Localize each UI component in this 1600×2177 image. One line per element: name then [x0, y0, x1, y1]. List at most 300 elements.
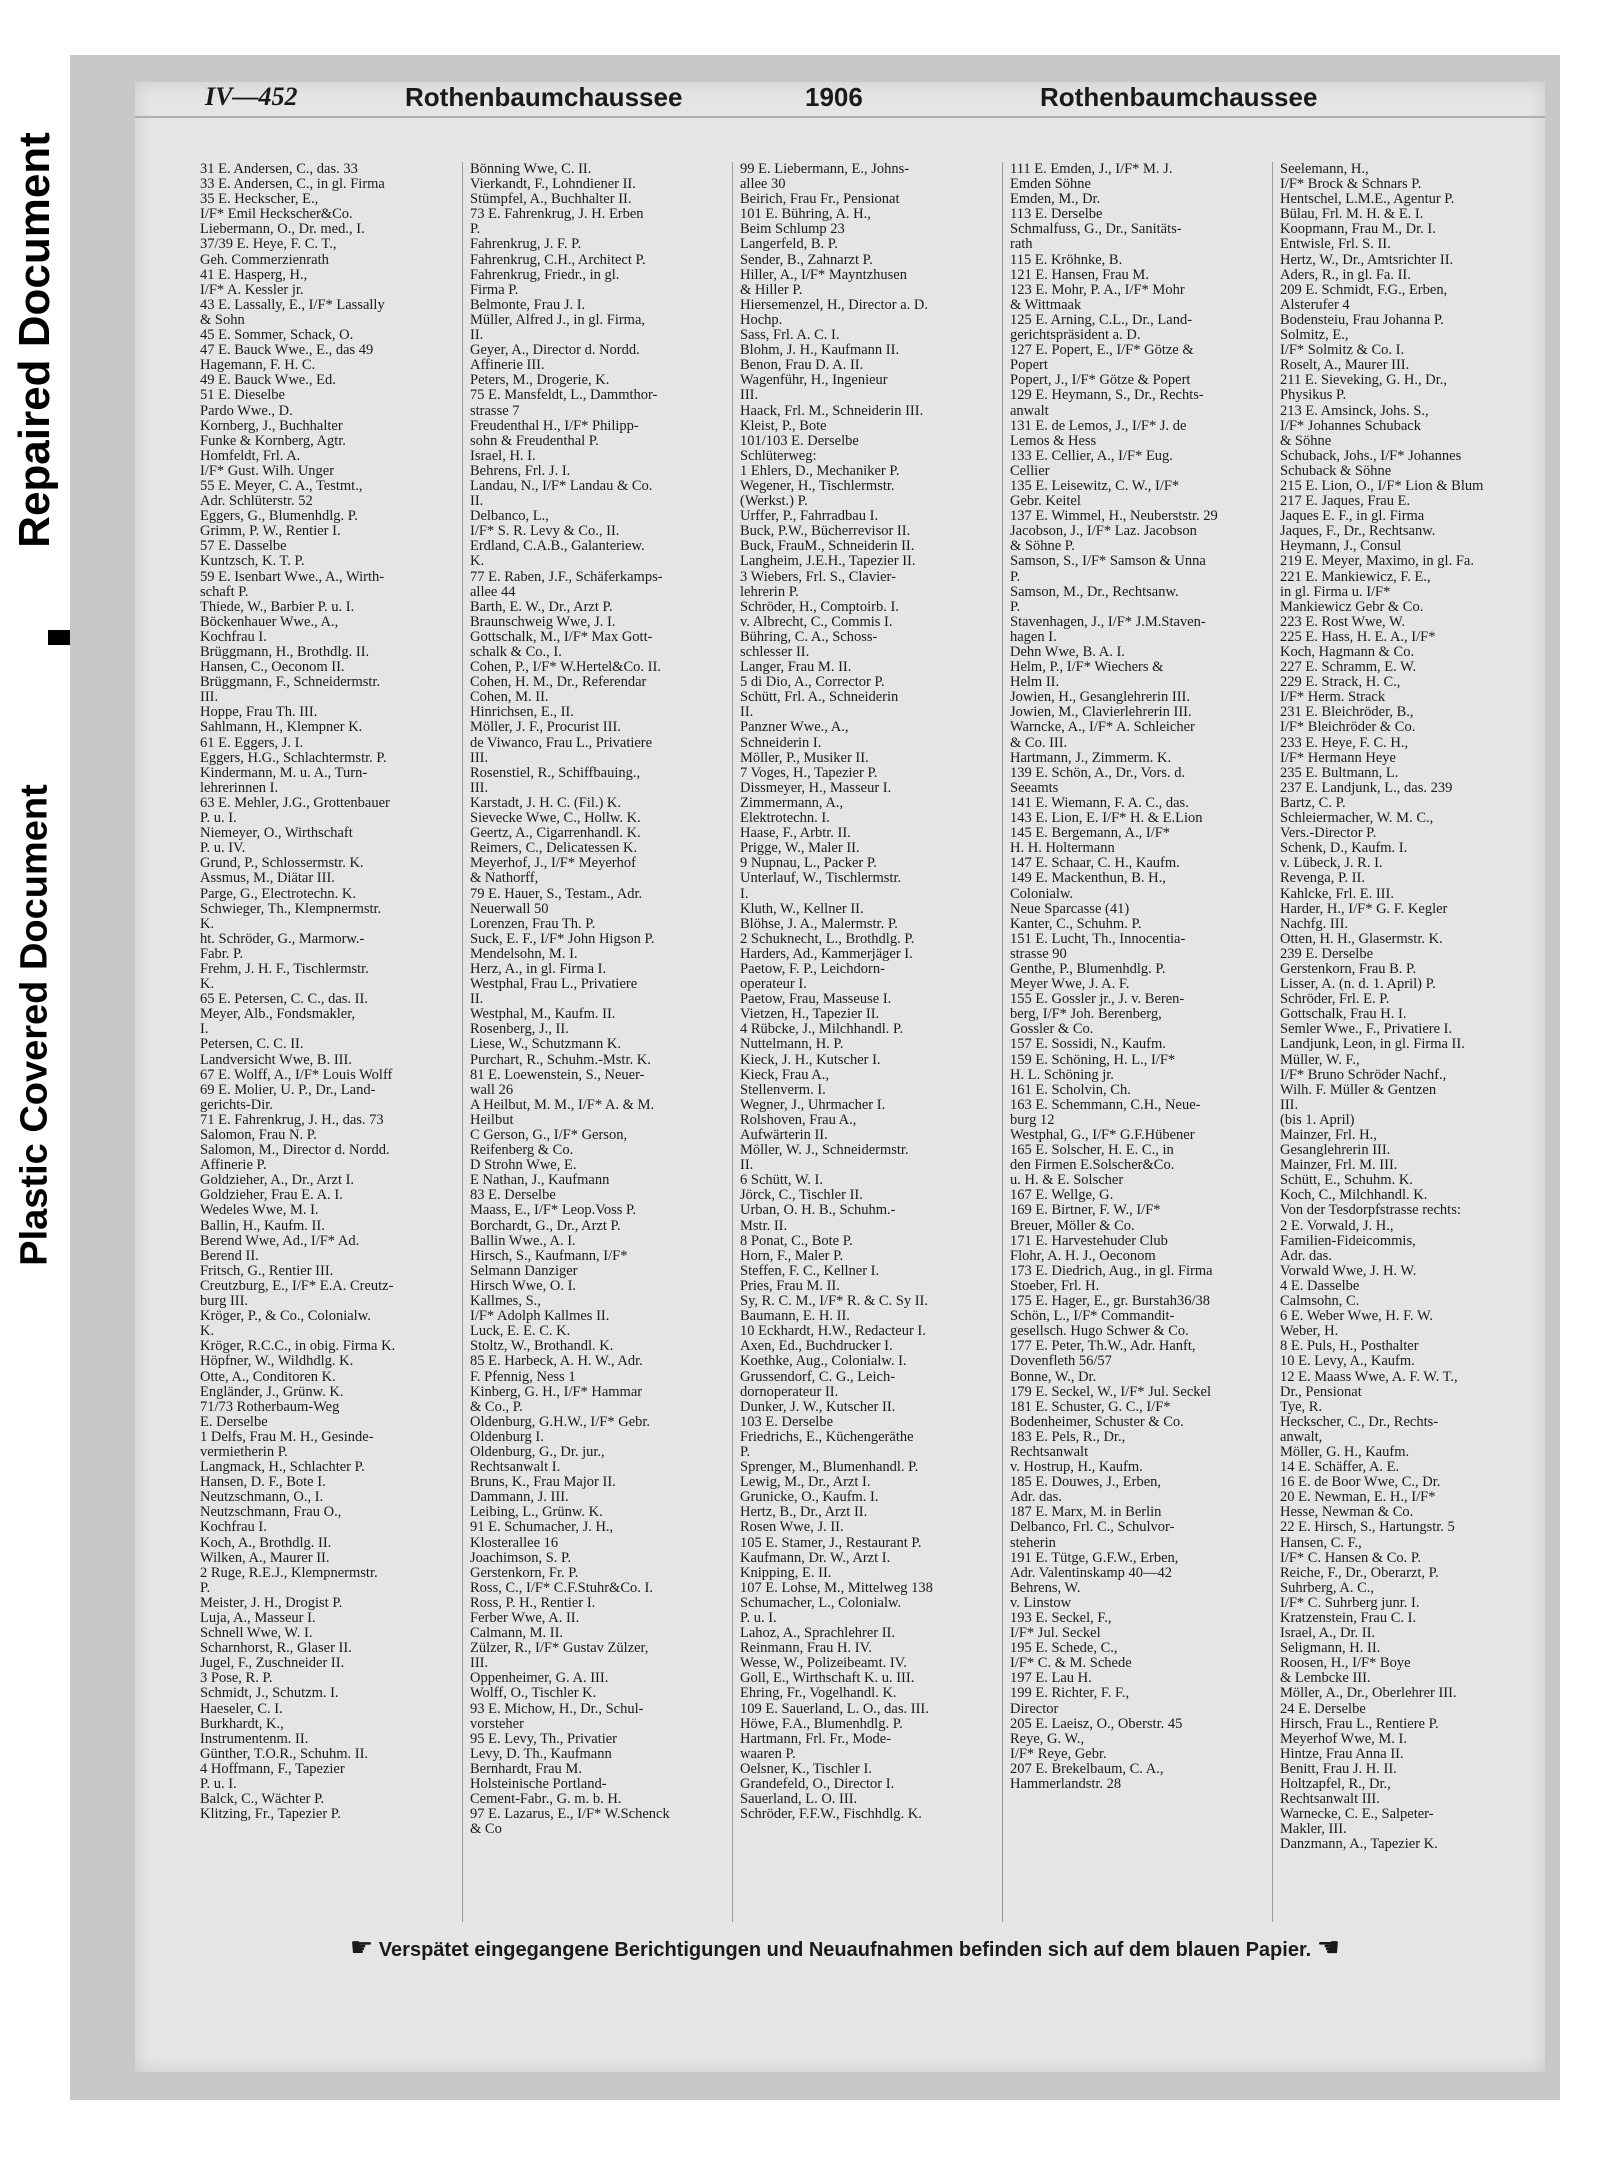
directory-entry: Wilh. F. Müller & Gentzen [1280, 1082, 1437, 1098]
directory-entry: 167 E. Wellge, G. [1010, 1188, 1114, 1204]
directory-entry: I/F* C. Hansen & Co. P. [1280, 1550, 1421, 1566]
directory-entry: K. [200, 916, 215, 932]
directory-columns [200, 162, 1545, 1922]
directory-entry: Schröder, H., Comptoirb. I. [740, 599, 899, 615]
directory-entry: Behrens, W. [1010, 1580, 1081, 1596]
directory-entry: Dovenfleth 56/57 [1010, 1354, 1112, 1370]
directory-entry: 217 E. Jaques, Frau E. [1280, 494, 1411, 510]
directory-entry: Rechtsanwalt [1010, 1444, 1089, 1460]
directory-entry: A Heilbut, M. M., I/F* A. & M. [470, 1097, 655, 1113]
directory-entry: 81 E. Loewenstein, S., Neuer- [470, 1067, 645, 1083]
directory-entry: 227 E. Schramm, E. W. [1280, 660, 1417, 676]
directory-entry: Kleist, P., Bote [740, 418, 827, 434]
directory-entry: 149 E. Mackenthun, B. H., [1010, 871, 1166, 887]
directory-entry: 4 E. Dasselbe [1280, 1278, 1360, 1294]
directory-entry: Von der Tesdorpfstrasse rechts: [1280, 1203, 1461, 1219]
directory-entry: Salomon, Frau N. P. [200, 1128, 317, 1143]
directory-entry: Heckscher, C., Dr., Rechts- [1280, 1414, 1439, 1430]
directory-entry: Lewig, M., Dr., Arzt I. [740, 1475, 871, 1491]
directory-entry: Hochp. [740, 312, 783, 328]
directory-entry: 2 Schuknecht, L., Brothdlg. P. [740, 931, 915, 947]
directory-entry: 155 E. Gossler jr., J. v. Beren- [1010, 992, 1185, 1008]
directory-entry: Langerfeld, B. P. [740, 237, 838, 253]
directory-entry: Beirich, Frau Fr., Pensionat [740, 192, 900, 208]
directory-entry: Goldzieher, A., Dr., Arzt I. [200, 1173, 355, 1189]
directory-entry: Gebr. Keitel [1010, 494, 1081, 510]
directory-entry: Westphal, G., I/F* G.F.Hübener [1010, 1128, 1195, 1143]
directory-entry: Jowien, H., Gesanglehrerin III. [1010, 690, 1190, 706]
directory-entry: P. u. I. [200, 1777, 237, 1793]
directory-entry: Braunschweig Wwe, J. I. [470, 614, 616, 630]
directory-entry: Fahrenkrug, Friedr., in gl. [470, 267, 620, 283]
directory-entry: Mstr. II. [740, 1218, 788, 1234]
directory-entry: Heilbut [470, 1112, 514, 1128]
directory-entry: 9 Nupnau, L., Packer P. [740, 856, 877, 872]
directory-entry: Oldenburg, G., Dr. jur., [470, 1444, 605, 1460]
directory-entry: Sprenger, M., Blumenhandl. P. [740, 1460, 919, 1476]
directory-entry: Dissmeyer, H., Masseur I. [740, 780, 892, 796]
directory-entry: I/F* Johannes Schuback [1280, 418, 1421, 434]
directory-entry: 33 E. Andersen, C., in gl. Firma [200, 177, 385, 193]
directory-entry: lehrerinnen I. [200, 780, 279, 796]
directory-entry: Schuback, Johs., I/F* Johannes [1280, 448, 1462, 464]
column-3 [740, 162, 995, 1922]
directory-entry: Koch, Hagmann & Co. [1280, 645, 1415, 660]
directory-entry: Dammann, J. III. [470, 1490, 569, 1506]
directory-entry: Neutzschmann, Frau O., [200, 1505, 342, 1521]
directory-entry: 47 E. Bauck Wwe., E., das 49 [200, 343, 374, 359]
directory-entry: gerichtspräsident a. D. [1010, 328, 1141, 344]
directory-entry: 145 E. Bergemann, A., I/F* [1010, 826, 1171, 842]
directory-entry: Adr. das. [1010, 1490, 1062, 1506]
directory-entry: Jaques E. F., in gl. Firma [1280, 509, 1425, 525]
directory-entry: Holsteinische Portland- [470, 1777, 607, 1793]
directory-entry: Bodenheimer, Schuster & Co. [1010, 1414, 1184, 1430]
directory-entry: Assmus, M., Diätar III. [200, 871, 335, 887]
directory-entry: I/F* Adolph Kallmes II. [470, 1309, 610, 1325]
directory-entry: Flohr, A. H. J., Oeconom [1010, 1248, 1156, 1264]
directory-entry: Kanter, C., Schuhm. P. [1010, 916, 1142, 932]
directory-entry: K. [200, 1324, 215, 1340]
directory-entry: Ross, P. H., Rentier I. [470, 1595, 596, 1611]
directory-entry: Herz, A., in gl. Firma I. [470, 961, 607, 977]
directory-entry: Jowien, M., Clavierlehrerin III. [1010, 705, 1192, 721]
directory-entry: Geh. Commerzienrath [200, 252, 329, 268]
directory-entry: 141 E. Wiemann, F. A. C., das. [1010, 795, 1189, 811]
directory-entry: 225 E. Hass, H. E. A., I/F* [1280, 629, 1436, 645]
directory-entry: Erdland, C.A.B., Galanteriew. [470, 539, 645, 555]
directory-entry: v. Lübeck, J. R. I. [1280, 856, 1383, 872]
directory-entry: Oldenburg I. [470, 1429, 544, 1445]
directory-entry: 63 E. Mehler, J.G., Grottenbauer [200, 795, 390, 811]
directory-entry: Hertz, W., Dr., Amtsrichter II. [1280, 252, 1454, 268]
directory-entry: Roselt, A., Maurer III. [1280, 358, 1410, 374]
directory-entry: 67 E. Wolff, A., I/F* Louis Wolff [200, 1067, 393, 1083]
directory-entry: III. [200, 690, 219, 706]
directory-entry: Otte, A., Conditoren K. [200, 1369, 336, 1385]
repaired-document-label: Repaired Document [10, 132, 59, 548]
directory-entry: Hiller, A., I/F* Mayntzhusen [740, 267, 907, 283]
directory-entry: Director [1010, 1701, 1059, 1717]
directory-entry: Selmann Danziger [470, 1263, 578, 1279]
directory-entry: Bernhardt, Frau M. [470, 1761, 582, 1777]
directory-entry: 127 E. Popert, E., I/F* Götze & [1010, 343, 1194, 359]
directory-entry: Urban, O. H. B., Schuhm.- [740, 1203, 896, 1219]
directory-entry: Liese, W., Schutzmann K. [470, 1037, 622, 1053]
directory-entry: Familien-Fideicommis, [1280, 1233, 1416, 1249]
directory-entry: II. [740, 1158, 754, 1174]
directory-entry: Kochfrau I. [200, 629, 267, 645]
directory-entry: Hammerlandstr. 28 [1010, 1777, 1122, 1793]
directory-entry: Brüggmann, H., Brothdlg. II. [200, 645, 370, 660]
directory-entry: Purchart, R., Schuhm.-Mstr. K. [470, 1052, 651, 1068]
directory-entry: Mainzer, Frl. H., [1280, 1128, 1377, 1143]
directory-entry: Borchardt, G., Dr., Arzt P. [470, 1218, 621, 1234]
directory-entry: in gl. Firma u. I/F* [1280, 584, 1391, 600]
plastic-covered-tab [0, 645, 70, 1405]
directory-entry: Grimm, P. W., Rentier I. [200, 524, 341, 540]
directory-entry: 4 Rübcke, J., Milchhandl. P. [740, 1022, 904, 1038]
directory-entry: Oppenheimer, G. A. III. [470, 1671, 609, 1687]
directory-entry: 173 E. Diedrich, Aug., in gl. Firma [1010, 1263, 1213, 1279]
directory-entry: & Co [470, 1822, 502, 1838]
directory-entry: Mankiewicz Gebr & Co. [1280, 599, 1424, 615]
footer-text: Verspätet eingegangene Berichtigungen und Neuaufnahmen befinden sich auf dem blauen Papier. [378, 1939, 1312, 1961]
directory-entry: I. [200, 1022, 209, 1038]
directory-entry: Gerstenkorn, Fr. P. [470, 1565, 579, 1581]
directory-entry: Gottschalk, Frau H. I. [1280, 1007, 1407, 1023]
directory-entry: D Strohn Wwe, E. [470, 1158, 577, 1174]
directory-entry: Benon, Frau D. A. II. [740, 358, 864, 374]
directory-entry: Sievecke Wwe, C., Hollw. K. [470, 811, 641, 827]
directory-entry: Kochfrau I. [200, 1520, 267, 1536]
directory-entry: Kratzenstein, Frau C. I. [1280, 1611, 1417, 1626]
directory-entry: u. H. & E. Solscher [1010, 1173, 1124, 1189]
directory-entry: 229 E. Strack, H. C., [1280, 675, 1401, 691]
directory-entry: Grund, P., Schlossermstr. K. [200, 856, 364, 872]
directory-entry: Gossler & Co. [1010, 1022, 1094, 1038]
directory-entry: Ballin, H., Kaufm. II. [200, 1218, 325, 1234]
directory-entry: Wegener, H., Tischlermstr. [740, 478, 895, 494]
directory-entry: Geyer, A., Director d. Nordd. [470, 343, 640, 359]
directory-entry: Harders, Ad., Kammerjäger I. [740, 946, 913, 962]
directory-entry: Wegner, J., Uhrmacher I. [740, 1097, 886, 1113]
directory-entry: III. [1280, 1097, 1299, 1113]
directory-entry: Adr. Valentinskamp 40—42 [1010, 1565, 1173, 1581]
directory-entry: Kröger, P., & Co., Colonialw. [200, 1309, 371, 1325]
directory-entry: 165 E. Solscher, H. E. C., in [1010, 1143, 1174, 1159]
directory-entry: 215 E. Lion, O., I/F* Lion & Blum [1280, 478, 1484, 494]
directory-entry: Rosenberg, J., II. [470, 1022, 569, 1038]
directory-entry: Kinberg, G. H., I/F* Hammar [470, 1384, 643, 1400]
directory-entry: 133 E. Cellier, A., I/F* Eug. [1010, 448, 1173, 464]
directory-entry: vorsteher [470, 1716, 524, 1732]
pointing-hand-right-icon: ☚ [1316, 1932, 1341, 1962]
directory-entry: Stoeber, Frl. H. [1010, 1278, 1100, 1294]
directory-entry: 135 E. Leisewitz, C. W., I/F* [1010, 478, 1180, 494]
directory-entry: Liebermann, O., Dr. med., I. [200, 222, 365, 238]
directory-entry: Hartmann, Frl. Fr., Mode- [740, 1731, 892, 1747]
directory-entry: Buck, FrauM., Schneiderin II. [740, 539, 915, 555]
directory-entry: 10 Eckhardt, H.W., Redacteur I. [740, 1324, 926, 1340]
directory-entry: 237 E. Landjunk, L., das. 239 [1280, 780, 1453, 796]
directory-entry: P. [470, 222, 481, 238]
directory-entry: 4 Hoffmann, F., Tapezier [200, 1761, 345, 1777]
directory-entry: Zimmermann, A., [740, 795, 844, 811]
directory-entry: Paetow, F. P., Leichdorn- [740, 961, 885, 977]
directory-entry: Hansen, D. F., Bote I. [200, 1475, 326, 1491]
directory-entry: Höpfner, W., Wildhdlg. K. [200, 1354, 354, 1370]
directory-entry: 37/39 E. Heye, F. C. T., [200, 237, 337, 253]
directory-entry: 213 E. Amsinck, Johs. S., [1280, 403, 1429, 419]
directory-entry: 107 E. Lohse, M., Mittelweg 138 [740, 1580, 933, 1596]
directory-entry: Niemeyer, O., Wirthschaft [200, 826, 353, 842]
directory-entry: Haase, F., Arbtr. II. [740, 826, 851, 842]
directory-entry: Luck, E. E. C. K. [470, 1324, 571, 1340]
directory-entry: Neuerwall 50 [470, 901, 549, 917]
directory-entry: Ross, C., I/F* C.F.Stuhr&Co. I. [470, 1580, 653, 1596]
directory-entry: Prigge, W., Maler II. [740, 841, 860, 857]
directory-entry: 35 E. Heckscher, E., [200, 192, 319, 208]
directory-entry: Vietzen, H., Tapezier II. [740, 1007, 880, 1023]
directory-entry: Kahlcke, Frl. E. III. [1280, 886, 1394, 902]
directory-entry: I/F* Herm. Strack [1280, 690, 1386, 706]
directory-entry: Rosenstiel, R., Schiffbauing., [470, 765, 641, 781]
directory-entry: I. [740, 886, 749, 902]
directory-entry: Geertz, A., Cigarrenhandl. K. [470, 826, 641, 842]
directory-entry: 77 E. Raben, J.F., Schäferkamps- [470, 569, 663, 585]
directory-entry: III. [470, 780, 489, 796]
directory-entry: I/F* C. Suhrberg junr. I. [1280, 1595, 1420, 1611]
directory-entry: 199 E. Richter, F. F., [1010, 1686, 1130, 1702]
directory-entry: Günther, T.O.R., Schuhm. II. [200, 1746, 369, 1762]
directory-entry: Cohen, M. II. [470, 690, 549, 706]
directory-entry: steherin [1010, 1535, 1056, 1551]
footer-note [195, 1932, 1495, 1963]
directory-entry: Schuback & Söhne [1280, 463, 1392, 479]
directory-entry: Westphal, Frau L., Privatiere [470, 977, 638, 993]
directory-entry: 159 E. Schöning, H. L., I/F* [1010, 1052, 1176, 1068]
directory-entry: Balck, C., Wächter P. [200, 1792, 325, 1808]
directory-entry: 45 E. Sommer, Schack, O. [200, 328, 354, 344]
directory-entry: Müller, W. F., [1280, 1052, 1360, 1068]
directory-entry: Stavenhagen, J., I/F* J.M.Staven- [1010, 614, 1206, 630]
directory-entry: Beim Schlump 23 [740, 222, 845, 238]
directory-entry: E. Derselbe [200, 1414, 268, 1430]
directory-entry: 85 E. Harbeck, A. H. W., Adr. [470, 1354, 643, 1370]
directory-entry: Solmitz, E., [1280, 328, 1349, 344]
directory-entry: Freudenthal H., I/F* Philipp- [470, 418, 639, 434]
directory-entry: Meyer Wwe, J. A. F. [1010, 977, 1130, 993]
column-divider [1002, 162, 1003, 1922]
directory-entry: 147 E. Schaar, C. H., Kaufm. [1010, 856, 1180, 872]
directory-entry: Eggers, G., Blumenhdlg. P. [200, 509, 358, 525]
directory-entry: burg III. [200, 1294, 249, 1310]
column-4 [1010, 162, 1265, 1922]
directory-entry: Stellenverm. I. [740, 1082, 826, 1098]
directory-entry: 191 E. Tütge, G.F.W., Erben, [1010, 1550, 1179, 1566]
directory-entry: Pries, Frau M. II. [740, 1278, 840, 1294]
right-street-heading: Rothenbaumchaussee [1040, 82, 1318, 112]
directory-entry: ht. Schröder, G., Marmorw.- [200, 931, 365, 947]
directory-entry: Horn, F., Maler P. [740, 1248, 844, 1264]
pointing-hand-left-icon: ☛ [349, 1932, 374, 1962]
directory-entry: Langer, Frau M. II. [740, 660, 852, 676]
directory-entry: Pardo Wwe., D. [200, 403, 293, 419]
directory-entry: Neutzschmann, O., I. [200, 1490, 324, 1506]
directory-entry: I/F* S. R. Levy & Co., II. [470, 524, 620, 540]
directory-entry: 235 E. Bultmann, L. [1280, 765, 1399, 781]
directory-entry: Revenga, P. II. [1280, 871, 1365, 887]
directory-entry: Engländer, J., Grünw. K. [200, 1384, 344, 1400]
directory-entry: Reifenberg & Co. [470, 1143, 574, 1159]
directory-entry: Urffer, P., Fahrradbau I. [740, 509, 879, 525]
directory-entry: Hirsch, S., Kaufmann, I/F* [470, 1248, 628, 1264]
directory-entry: Makler, III. [1280, 1822, 1347, 1838]
directory-entry: Parge, G., Electrotechn. K. [200, 886, 356, 902]
directory-entry: Meyer, Alb., Fondsmakler, [200, 1007, 356, 1023]
directory-entry: Israel, A., Dr. II. [1280, 1626, 1376, 1642]
directory-entry: Holtzapfel, R., Dr., [1280, 1777, 1391, 1793]
directory-entry: Maass, E., I/F* Leop.Voss P. [470, 1203, 637, 1219]
directory-entry: 59 E. Isenbart Wwe., A., Wirth- [200, 569, 385, 585]
directory-entry: 3 Pose, R. P. [200, 1671, 273, 1687]
directory-entry: Benitt, Frau J. H. II. [1280, 1761, 1397, 1777]
directory-entry: Otten, H. H., Glasermstr. K. [1280, 931, 1443, 947]
directory-entry: 175 E. Hager, E., gr. Burstah36/38 [1010, 1294, 1210, 1310]
directory-entry: Brüggmann, F., Schneidermstr. [200, 675, 381, 691]
directory-entry: 31 E. Andersen, C., das. 33 [200, 162, 358, 177]
directory-entry: 8 E. Puls, H., Posthalter [1280, 1339, 1419, 1355]
directory-entry: Emden, M., Dr. [1010, 192, 1101, 208]
directory-entry: Ballin Wwe., A. I. [470, 1233, 576, 1249]
directory-entry: F. Pfennig, Ness 1 [470, 1369, 576, 1385]
directory-entry: Wedeles Wwe, M. I. [200, 1203, 319, 1219]
directory-entry: 61 E. Eggers, J. I. [200, 735, 304, 751]
left-street-heading: Rothenbaumchaussee [405, 82, 683, 112]
directory-entry: Haeseler, C. I. [200, 1701, 283, 1717]
directory-entry: Schleiermacher, W. M. C., [1280, 811, 1434, 827]
directory-entry: 14 E. Schäffer, A. E. [1280, 1460, 1400, 1476]
directory-entry: Aufwärterin II. [740, 1128, 828, 1143]
directory-entry: schaft P. [200, 584, 249, 600]
directory-entry: Suhrberg, A. C., [1280, 1580, 1374, 1596]
directory-entry: Steffen, F. C., Kellner I. [740, 1263, 880, 1279]
directory-entry: 1 Delfs, Frau M. H., Gesinde- [200, 1429, 374, 1445]
directory-entry: II. [740, 705, 754, 721]
directory-entry: 109 E. Sauerland, L. O., das. III. [740, 1701, 929, 1717]
directory-entry: 101/103 E. Derselbe [740, 433, 859, 449]
directory-entry: III. [470, 1656, 489, 1672]
directory-entry: 97 E. Lazarus, E., I/F* W.Schenck [470, 1807, 670, 1823]
directory-entry: I/F* Reye, Gebr. [1010, 1746, 1107, 1762]
directory-entry: 1 Ehlers, D., Mechaniker P. [740, 463, 900, 479]
directory-entry: Grussendorf, C. G., Leich- [740, 1369, 896, 1385]
directory-entry: 151 E. Lucht, Th., Innocentia- [1010, 931, 1186, 947]
directory-entry: operateur I. [740, 977, 807, 993]
directory-entry: Bodensteiu, Frau Johanna P. [1280, 312, 1444, 328]
directory-entry: Buck, P.W., Bücherrevisor II. [740, 524, 911, 540]
directory-entry: strasse 7 [470, 403, 520, 419]
directory-entry: Seeamts [1010, 780, 1059, 796]
directory-entry: Schwieger, Th., Klempnermstr. [200, 901, 382, 917]
directory-entry: & Söhne [1280, 433, 1332, 449]
directory-entry: 111 E. Emden, J., I/F* M. J. [1010, 162, 1173, 177]
directory-entry: K. [200, 977, 215, 993]
directory-entry: Breuer, Möller & Co. [1010, 1218, 1135, 1234]
directory-entry: Schlüterweg: [740, 448, 817, 464]
column-2 [470, 162, 725, 1922]
directory-entry: 55 E. Meyer, C. A., Testmt., [200, 478, 363, 494]
directory-entry: III. [740, 388, 759, 404]
directory-entry: & Sohn [200, 312, 245, 328]
directory-entry: Möller, G. H., Kaufm. [1280, 1444, 1410, 1460]
directory-entry: Calmann, M. II. [470, 1626, 564, 1642]
directory-entry: Fahrenkrug, C.H., Architect P. [470, 252, 646, 268]
directory-entry: Grunicke, O., Kaufm. I. [740, 1490, 879, 1506]
directory-entry: Schütt, E., Schuhm. K. [1280, 1173, 1413, 1189]
directory-entry: 179 E. Seckel, W., I/F* Jul. Seckel [1010, 1384, 1211, 1400]
directory-entry: Paetow, Frau, Masseuse I. [740, 992, 892, 1008]
directory-entry: Kluth, W., Kellner II. [740, 901, 864, 917]
directory-entry: Harder, H., I/F* G. F. Kegler [1280, 901, 1448, 917]
directory-entry: schlesser II. [740, 645, 810, 660]
directory-entry: 6 E. Weber Wwe, H. F. W. [1280, 1309, 1433, 1325]
directory-entry: Wilken, A., Maurer II. [200, 1550, 330, 1566]
directory-entry: 233 E. Heye, F. C. H., [1280, 735, 1409, 751]
directory-entry: Karstadt, J. H. C. (Fil.) K. [470, 795, 622, 811]
directory-entry: Stümpfel, A., Buchhalter II. [470, 192, 632, 208]
directory-entry: Vers.-Director P. [1280, 826, 1377, 842]
directory-entry: burg 12 [1010, 1112, 1055, 1128]
directory-entry: waaren P. [740, 1746, 796, 1762]
directory-entry: 183 E. Pels, R., Dr., [1010, 1429, 1126, 1445]
directory-entry: Warncke, A., I/F* A. Schleicher [1010, 720, 1195, 736]
column-divider [1272, 162, 1273, 1922]
directory-entry: Thiede, W., Barbier P. u. I. [200, 599, 355, 615]
directory-entry: Neue Sparcasse (41) [1010, 901, 1130, 917]
directory-entry: 171 E. Harvestehuder Club [1010, 1233, 1168, 1249]
directory-entry: Hartmann, J., Zimmerm. K. [1010, 750, 1172, 766]
directory-entry: Gottschalk, M., I/F* Max Gott- [470, 629, 653, 645]
directory-entry: III. [470, 750, 489, 766]
directory-entry: lehrerin P. [740, 584, 799, 600]
directory-entry: Klosterallee 16 [470, 1535, 559, 1551]
directory-entry: Sy, R. C. M., I/F* R. & C. Sy II. [740, 1294, 928, 1310]
directory-entry: 69 E. Molier, U. P., Dr., Land- [200, 1082, 376, 1098]
directory-entry: Möller, J. F., Procurist III. [470, 720, 621, 736]
page-number: IV—452 [205, 82, 298, 111]
directory-entry: Rechtsanwalt III. [1280, 1792, 1380, 1808]
directory-entry: Leibing, L., Grünw. K. [470, 1505, 603, 1521]
directory-entry: Berend Wwe, Ad., I/F* Ad. [200, 1233, 360, 1249]
directory-entry: Heymann, J., Consul [1280, 539, 1402, 555]
directory-entry: dornoperateur II. [740, 1384, 839, 1400]
directory-entry: vermietherin P. [200, 1444, 288, 1460]
directory-entry: 2 Ruge, R.E.J., Klempnermstr. [200, 1565, 378, 1581]
directory-entry: Joachimson, S. P. [470, 1550, 572, 1566]
directory-entry: & Nathorff, [470, 871, 539, 887]
directory-entry: Bruns, K., Frau Major II. [470, 1475, 616, 1491]
directory-entry: Funke & Kornberg, Agtr. [200, 433, 346, 449]
directory-entry: Wagenführ, H., Ingenieur [740, 373, 888, 389]
directory-entry: Bartz, C. P. [1280, 795, 1346, 811]
directory-entry: Cohen, P., I/F* W.Hertel&Co. II. [470, 660, 661, 676]
directory-entry: Seligmann, H. II. [1280, 1641, 1381, 1657]
directory-entry: 79 E. Hauer, S., Testam., Adr. [470, 886, 643, 902]
directory-entry: 177 E. Peter, Th.W., Adr. Hanft, [1010, 1339, 1196, 1355]
directory-entry: anwalt [1010, 403, 1049, 419]
